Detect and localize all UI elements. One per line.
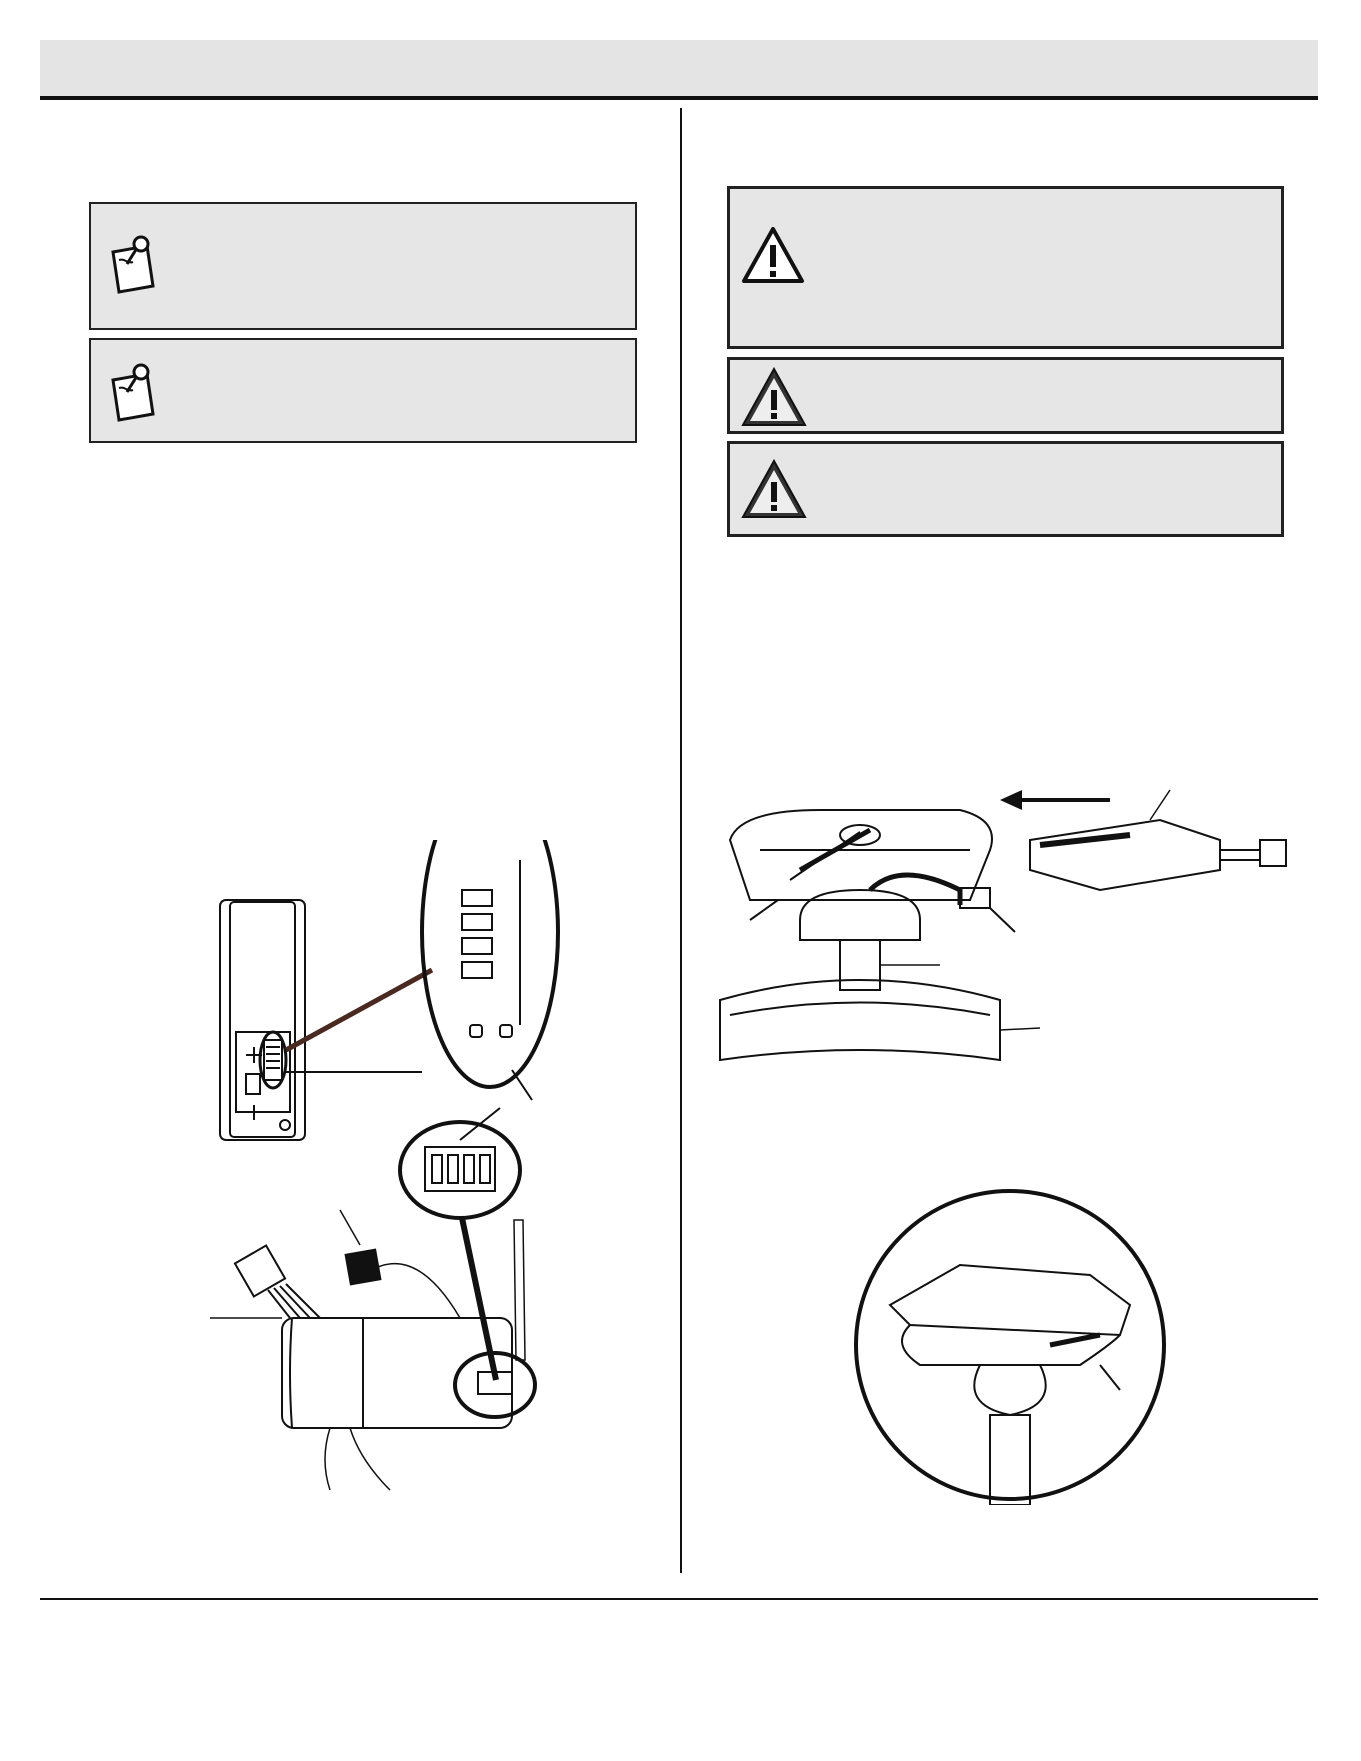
- receiver-installed-callout: [850, 1185, 1170, 1505]
- receiver-switch-callout: [400, 1108, 520, 1380]
- column-divider: [680, 108, 682, 1573]
- note-pin-icon: [107, 362, 159, 422]
- footer-rule: [40, 1598, 1318, 1600]
- header-rule: [40, 96, 1318, 100]
- fan-canopy: [720, 890, 1040, 1060]
- warning-box-2: [727, 357, 1284, 434]
- note-pin-icon: [107, 234, 159, 294]
- warning-triangle-icon: [740, 225, 806, 285]
- receiver-unit: [1030, 790, 1286, 890]
- note-box-1: [89, 202, 637, 330]
- warning-triangle-icon: [740, 458, 808, 520]
- warning-box-1: [727, 186, 1284, 349]
- receiver-unit: [210, 1210, 535, 1490]
- remote-switch-callout: [286, 840, 558, 1100]
- remote-control: [220, 900, 422, 1140]
- mounting-bracket: [730, 810, 1015, 932]
- note-box-2: [89, 338, 637, 443]
- warning-triangle-icon: [740, 366, 808, 428]
- receiver-install-illustration: [700, 760, 1320, 1100]
- arrow-left-icon: [1000, 790, 1110, 810]
- warning-box-3: [727, 441, 1284, 537]
- header-band: [40, 40, 1318, 96]
- dip-switch-illustration: [200, 840, 600, 1540]
